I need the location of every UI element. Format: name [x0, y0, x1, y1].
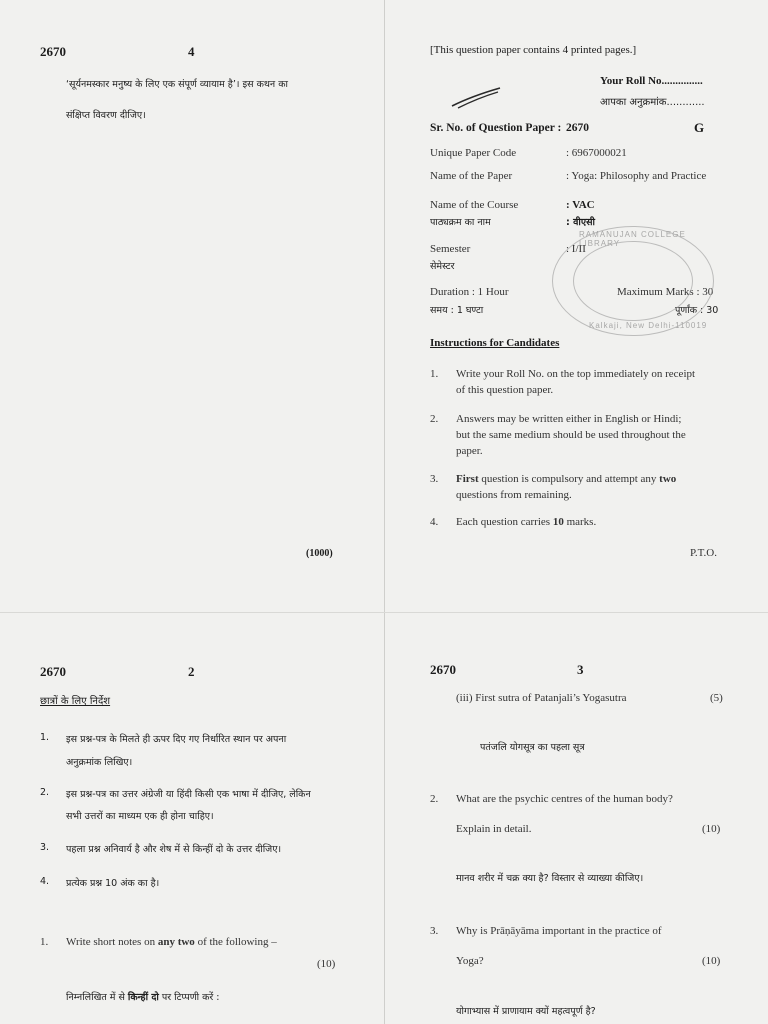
library-stamp-text-bottom: Kalkaji, New Delhi-110019	[589, 321, 708, 330]
question-3-hindi: योगाभ्यास में प्राणायाम क्यों महत्वपूर्ण है?	[456, 1006, 596, 1017]
question-1-hindi	[66, 990, 220, 1003]
instruction-number: 4.	[40, 876, 50, 887]
set-letter: G	[694, 120, 705, 135]
unique-code-label: Unique Paper Code	[430, 147, 517, 159]
instruction-text: Write your Roll No. on the top immediately on receipt	[456, 368, 696, 380]
paper-name-value: : Yoga: Philosophy and Practice	[566, 170, 707, 182]
pages-note: [This question paper contains 4 printed pages.]	[430, 44, 637, 56]
handwritten-signature	[448, 84, 504, 110]
page-code: 2670	[430, 662, 456, 677]
emphasis-any-two: any two	[157, 936, 195, 948]
course-name-value: : VAC	[566, 199, 595, 211]
instruction-text	[456, 516, 596, 528]
max-marks-label: Maximum Marks : 30	[617, 286, 714, 298]
semester-value: : I/II	[566, 243, 586, 255]
instruction-number: 1.	[430, 368, 439, 380]
sr-no-value: 2670	[566, 122, 589, 134]
question-3-number: 3.	[430, 925, 439, 937]
instruction-text: अनुक्रमांक लिखिए।	[66, 757, 133, 768]
instruction-number: 2.	[430, 413, 439, 425]
question-text-part: Write short notes on	[66, 936, 158, 948]
emphasis-first: First	[456, 473, 479, 485]
question-text-part: पर टिप्पणी करें :	[158, 992, 220, 1003]
question-1-marks: (10)	[317, 958, 336, 970]
page-number: 4	[188, 44, 195, 59]
instruction-text-part: Each question carries	[456, 516, 553, 528]
course-name-value-hindi: : वीएसी	[566, 217, 595, 228]
question-2-text: Explain in detail.	[456, 823, 532, 835]
instruction-text-part: marks.	[563, 516, 597, 528]
question-1-iii-text: (iii) First sutra of Patanjali’s Yogasutra	[456, 692, 627, 704]
instruction-number: 1.	[40, 732, 50, 743]
page-number: 2	[188, 664, 195, 679]
roll-no-label-hindi: आपका अनुक्रमांक............	[600, 97, 705, 108]
course-name-label: Name of the Course	[430, 199, 519, 211]
question-1-text	[66, 936, 277, 948]
emphasis-any-two-hindi: किन्हीं दो	[127, 992, 159, 1003]
emphasis-marks: 10	[552, 516, 564, 528]
instruction-text: प्रत्येक प्रश्न 10 अंक का है।	[66, 878, 160, 889]
instruction-text: इस प्रश्न-पत्र का उत्तर अंग्रेजी या हिंदी किसी एक भाषा में दीजिए, लेकिन	[66, 789, 311, 800]
duration-label: Duration : 1 Hour	[430, 286, 509, 298]
instruction-text: पहला प्रश्न अनिवार्य है और शेष में से किन्हीं दो के उत्तर दीजिए।	[66, 844, 282, 855]
roll-no-label: Your Roll No...............	[600, 75, 703, 87]
library-stamp-text-top: RAMANUJAN COLLEGE LIBRARY	[579, 230, 686, 248]
sr-no-label: Sr. No. of Question Paper :	[430, 122, 562, 134]
instruction-text: of this question paper.	[456, 384, 554, 396]
instruction-number: 3.	[430, 473, 439, 485]
question-1-number: 1.	[40, 936, 49, 948]
question-1-iii-marks: (5)	[710, 692, 723, 704]
question-2-marks: (10)	[702, 823, 721, 835]
question-text-part: of the following –	[194, 936, 277, 948]
instruction-text-part: question is compulsory and attempt any	[478, 473, 660, 485]
page-number: 3	[577, 662, 584, 677]
question-2-hindi: मानव शरीर में चक्र क्या है? विस्तार से व्याख्या कीजिए।	[456, 873, 644, 884]
duration-label-hindi: समय : 1 घण्टा	[430, 305, 484, 316]
question-2-number: 2.	[430, 793, 439, 805]
instruction-number: 3.	[40, 842, 50, 853]
paper-name-label: Name of the Paper	[430, 170, 513, 182]
question-hindi-line2: संक्षिप्त विवरण दीजिए।	[66, 110, 146, 121]
page-code: 2670	[40, 44, 66, 59]
print-count: (1000)	[306, 548, 333, 559]
library-stamp-inner-ring	[573, 241, 693, 321]
page-divider-vertical-top	[384, 0, 385, 612]
question-hindi-line1: ‘सूर्यनमस्कार मनुष्य के लिए एक संपूर्ण व्यायाम है’। इस कथन का	[66, 79, 288, 90]
question-1-iii-hindi: पतंजलि योगसूत्र का पहला सूत्र	[480, 742, 585, 753]
pto-label: P.T.O.	[690, 547, 717, 559]
emphasis-two: two	[659, 473, 677, 485]
question-3-text: Why is Prāṇāyāma important in the practice of	[456, 925, 662, 937]
unique-code-value: : 6967000021	[566, 147, 627, 159]
question-3-marks: (10)	[702, 955, 721, 967]
page-divider-vertical-bottom	[384, 613, 385, 1024]
instructions-title: Instructions for Candidates	[430, 337, 560, 349]
semester-label: Semester	[430, 243, 471, 255]
instruction-text: इस प्रश्न-पत्र के मिलते ही ऊपर दिए गए निर्धारित स्थान पर अपना	[66, 734, 287, 745]
instruction-text	[456, 473, 676, 485]
hindi-instructions-heading: छात्रों के लिए निर्देश	[40, 696, 111, 707]
instruction-number: 4.	[430, 516, 439, 528]
library-stamp	[552, 226, 714, 336]
instruction-text: questions from remaining.	[456, 489, 572, 501]
max-marks-label-hindi: पूर्णांक : 30	[675, 305, 719, 316]
page-code: 2670	[40, 664, 66, 679]
instruction-text: सभी उत्तरों का माध्यम एक ही होना चाहिए।	[66, 811, 214, 822]
instruction-text: but the same medium should be used throughout the	[456, 429, 686, 441]
instruction-number: 2.	[40, 787, 50, 798]
instruction-text: paper.	[456, 445, 483, 457]
question-3-text: Yoga?	[456, 955, 484, 967]
course-name-label-hindi: पाठ्यक्रम का नाम	[430, 217, 491, 228]
page-divider-horizontal	[0, 612, 768, 613]
question-text-part: निम्नलिखित में से	[66, 992, 128, 1003]
semester-label-hindi: सेमेस्टर	[430, 261, 455, 272]
question-2-text: What are the psychic centres of the human body?	[456, 793, 673, 805]
instruction-text: Answers may be written either in English or Hindi;	[456, 413, 682, 425]
